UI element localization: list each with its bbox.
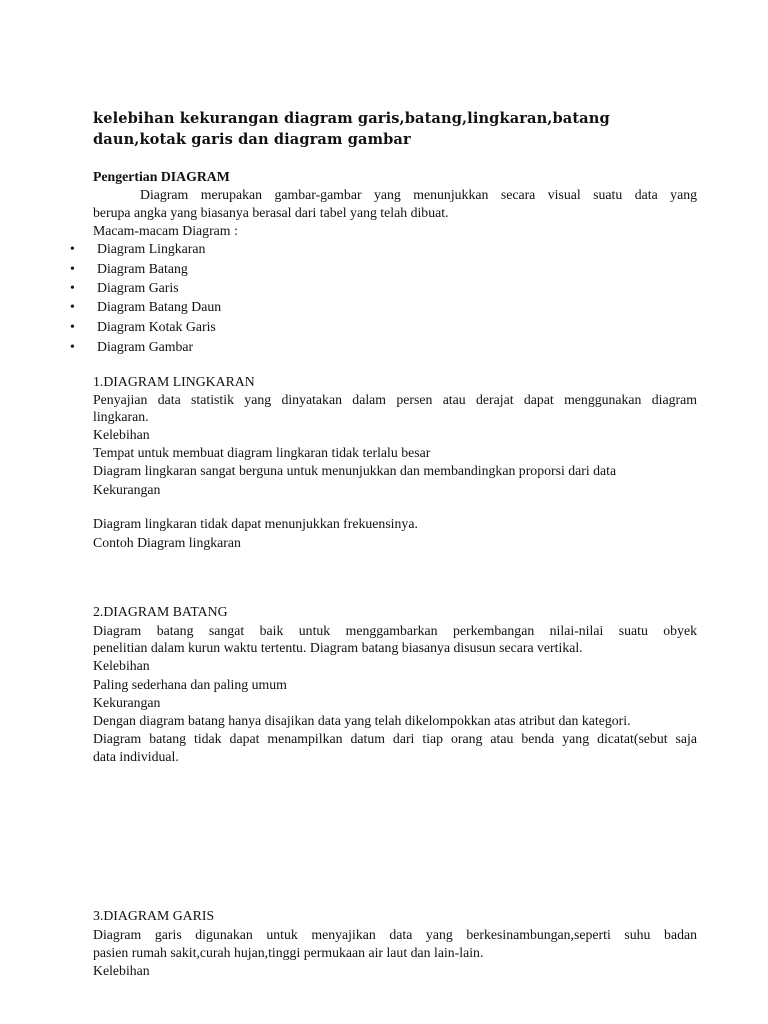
document-title: kelebihan kekurangan diagram garis,batang,lingkaran,batang daun,kotak garis dan diagram gambar [93, 110, 610, 148]
lingkaran-contoh-label: Contoh Diagram lingkaran [93, 535, 241, 550]
list-item-label: Diagram Lingkaran [97, 241, 206, 256]
list-item-label: Diagram Kotak Garis [97, 319, 216, 334]
batang-description-line-1: Diagram batang sangat baik untuk menggambarkan perkembangan nilai-nilai suatu obyek [93, 623, 697, 638]
list-item-label: Diagram Garis [97, 280, 179, 295]
bullet-icon: • [70, 319, 75, 334]
batang-kelebihan-label: Kelebihan [93, 658, 150, 673]
bullet-icon: • [70, 241, 75, 256]
lingkaran-description-line-2: lingkaran. [93, 409, 149, 424]
bullet-icon: • [70, 339, 75, 354]
intro-paragraph-line-1: Diagram merupakan gambar-gambar yang menunjukkan secara visual suatu data yang [140, 187, 697, 202]
intro-paragraph-line-2: berupa angka yang biasanya berasal dari tabel yang telah dibuat. [93, 205, 449, 220]
batang-kelebihan-1: Paling sederhana dan paling umum [93, 677, 287, 692]
lingkaran-kekurangan-label: Kekurangan [93, 482, 161, 497]
list-item-label: Diagram Gambar [97, 339, 194, 354]
garis-description-line-2: pasien rumah sakit,curah hujan,tinggi permukaan air laut dan lain-lain. [93, 945, 484, 960]
bullet-icon: • [70, 299, 75, 314]
garis-kelebihan-label: Kelebihan [93, 963, 150, 978]
bullet-icon: • [70, 280, 75, 295]
diagram-types-label: Macam-macam Diagram : [93, 223, 238, 238]
lingkaran-kelebihan-1: Tempat untuk membuat diagram lingkaran tidak terlalu besar [93, 445, 431, 460]
list-item-label: Diagram Batang [97, 261, 188, 276]
section-heading-lingkaran: 1.DIAGRAM LINGKARAN [93, 374, 255, 389]
bullet-icon: • [70, 261, 75, 276]
section-heading-garis: 3.DIAGRAM GARIS [93, 908, 215, 923]
lingkaran-kelebihan-label: Kelebihan [93, 427, 150, 442]
section-heading-batang: 2.DIAGRAM BATANG [93, 604, 228, 619]
batang-kekurangan-2-line-1: Diagram batang tidak dapat menampilkan datum dari tiap orang atau benda yang dicatat(sebut saja [93, 731, 697, 746]
lingkaran-kelebihan-2: Diagram lingkaran sangat berguna untuk menunjukkan dan membandingkan proporsi dari data [93, 463, 617, 478]
batang-kekurangan-2-line-2: data individual. [93, 749, 179, 764]
batang-kekurangan-label: Kekurangan [93, 695, 161, 710]
batang-description-line-2: penelitian dalam kurun waktu tertentu. Diagram batang biasanya disusun secara vertikal. [93, 640, 583, 655]
batang-kekurangan-1: Dengan diagram batang hanya disajikan data yang telah dikelompokkan atas atribut dan kategori. [93, 713, 631, 728]
intro-heading: Pengertian DIAGRAM [93, 169, 230, 184]
lingkaran-kekurangan-1: Diagram lingkaran tidak dapat menunjukkan frekuensinya. [93, 516, 418, 531]
garis-description-line-1: Diagram garis digunakan untuk menyajikan data yang berkesinambungan,seperti suhu badan [93, 927, 697, 942]
list-item-label: Diagram Batang Daun [97, 299, 222, 314]
lingkaran-description-line-1: Penyajian data statistik yang dinyatakan dalam persen atau derajat dapat menggunakan diagram [93, 392, 697, 407]
